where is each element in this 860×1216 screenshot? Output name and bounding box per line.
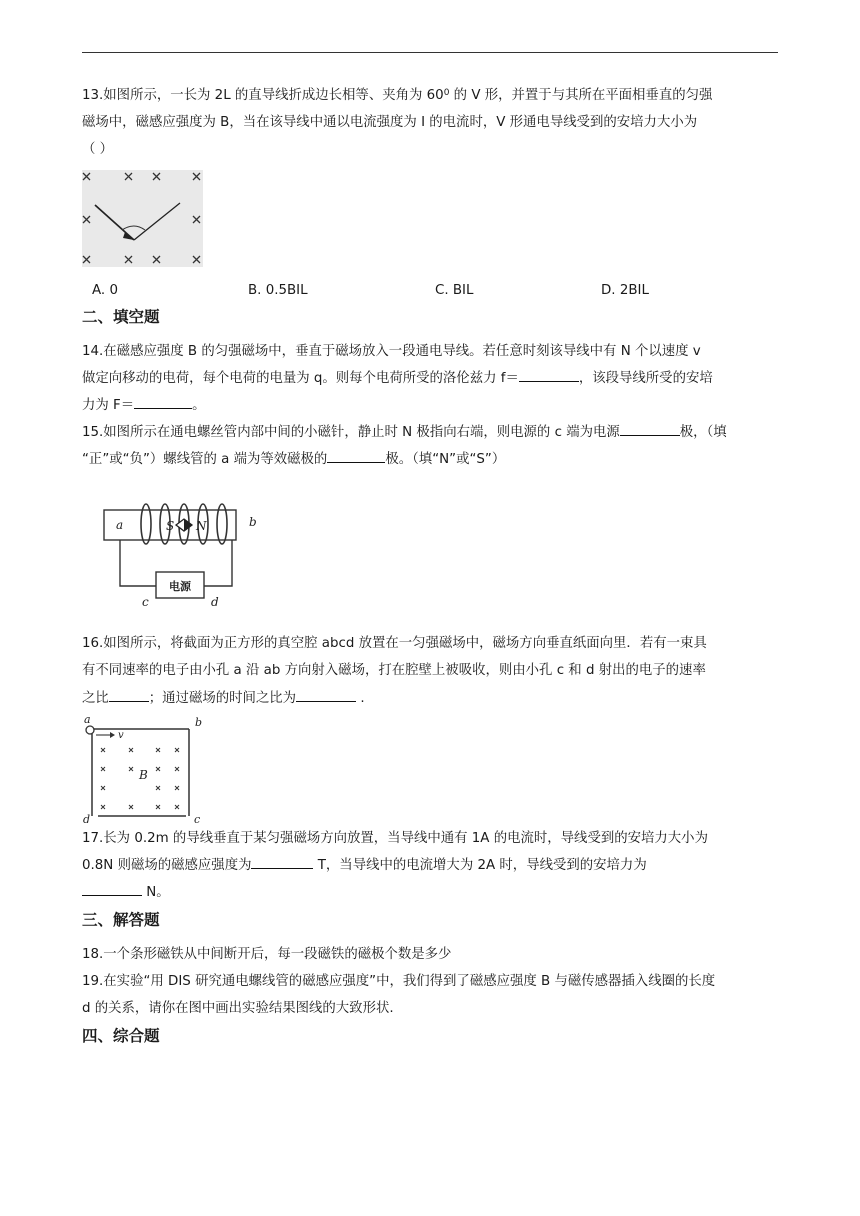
q17-blank-2[interactable]	[82, 895, 142, 896]
q13-option-c[interactable]: C. BIL	[435, 283, 474, 298]
q16-square-cavity-figure	[82, 714, 207, 826]
q15-label-a: a	[116, 518, 124, 532]
q14-line2: 做定向移动的电荷，每个电荷的电量为 q。则每个电荷所受的洛伦兹力 f＝ ，该段导线所受的安培	[82, 371, 713, 386]
q16-velocity-arrowhead	[110, 732, 115, 738]
q13-option-b[interactable]: B. 0.5BIL	[248, 283, 308, 298]
header-rule	[82, 52, 778, 53]
q14-line3: 力为 F＝ 。	[82, 398, 206, 413]
q15-line2: “正”或“负”）螺线管的 a 端为等效磁极的 极。（填“N”或“S”）	[82, 452, 506, 467]
q13-line1: 13.如图所示，一长为 2L 的直导线折成边长相等、夹角为 $60^0$ 的 V 形，并置于与其所在平面相垂直的匀强	[82, 88, 713, 103]
q13-option-a[interactable]: A. 0	[92, 283, 118, 298]
q17-blank-1[interactable]	[251, 868, 313, 869]
q16-label-B: B	[139, 768, 148, 782]
q15-blank-2[interactable]	[327, 462, 385, 463]
q15-wire-left	[120, 540, 156, 586]
q13-line2: 磁场中，磁感应强度为 B，当在该导线中通以电流强度为 I 的电流时，V 形通电导线受到的安培力大小为	[82, 115, 698, 130]
q13-option-d[interactable]: D. 2BIL	[601, 283, 649, 298]
q15-needle-label-s: S	[166, 519, 175, 533]
q15-power-source-label: 电源	[169, 580, 191, 593]
q13-v-wire-figure	[82, 170, 203, 267]
q16-line1: 16.如图所示，将截面为正方形的真空腔 abcd 放置在一匀强磁场中，磁场方向垂直纸面向里．若有一束具	[82, 636, 707, 651]
q19-line1: 19.在实验“用 DIS 研究通电螺线管的磁感应强度”中，我们得到了磁感应强度 B 与磁传感器插入线圈的长度	[82, 974, 716, 989]
q13-figure-background	[82, 170, 203, 267]
q15-label-d: d	[211, 595, 219, 609]
q18-line1: 18.一个条形磁铁从中间断开后，每一段磁铁的磁极个数是多少	[82, 947, 452, 962]
q15-solenoid-figure	[100, 494, 270, 612]
q16-blank-2[interactable]	[296, 701, 356, 702]
q16-label-b: b	[195, 716, 203, 729]
q15-needle-label-n: N	[196, 519, 207, 533]
q15-label-c: c	[142, 595, 149, 609]
q16-label-v: v	[118, 730, 124, 741]
q15-wire-right	[204, 540, 232, 586]
q15-label-b: b	[249, 515, 257, 529]
section-title-comprehensive: 四、综合题	[82, 1027, 160, 1045]
q13-line3: （ ）	[82, 142, 114, 157]
section-title-fill-blank: 二、填空题	[82, 308, 160, 326]
q16-label-c: c	[194, 813, 201, 826]
q16-label-d: d	[83, 813, 91, 826]
q17-line2: 0.8N 则磁场的磁感应强度为 T，当导线中的电流增大为 2A 时，导线受到的安培力为	[82, 858, 647, 873]
q14-line1: 14.在磁感应强度 B 的匀强磁场中，垂直于磁场放入一段通电导线。若任意时刻该导线中有 N 个以速度 v	[82, 344, 701, 359]
q15-compass-needle-north	[184, 519, 192, 531]
q17-line1: 17.长为 0.2m 的导线垂直于某匀强磁场方向放置，当导线中通有 1A 的电流时，导线受到的安培力大小为	[82, 831, 708, 846]
q16-line3: 之比 ；通过磁场的时间之比为 .	[82, 691, 365, 706]
q16-label-a: a	[84, 714, 91, 726]
q15-blank-1[interactable]	[620, 435, 680, 436]
q14-blank-1[interactable]	[519, 381, 579, 382]
q14-blank-2[interactable]	[134, 408, 192, 409]
q16-line2: 有不同速率的电子由小孔 a 沿 ab 方向射入磁场，打在腔壁上被吸收，则由小孔 c 和 d 射出的电子的速率	[82, 663, 706, 678]
q15-line1: 15.如图所示在通电螺丝管内部中间的小磁针，静止时 N 极指向右端，则电源的 c 端为电源 极，（填	[82, 425, 727, 440]
section-title-answer: 三、解答题	[82, 911, 160, 929]
q16-hole-a	[86, 726, 94, 734]
q16-blank-1[interactable]	[109, 701, 149, 702]
q19-line2: d 的关系，请你在图中画出实验结果图线的大致形状.	[82, 1001, 394, 1016]
q17-line3: N。	[82, 884, 170, 902]
